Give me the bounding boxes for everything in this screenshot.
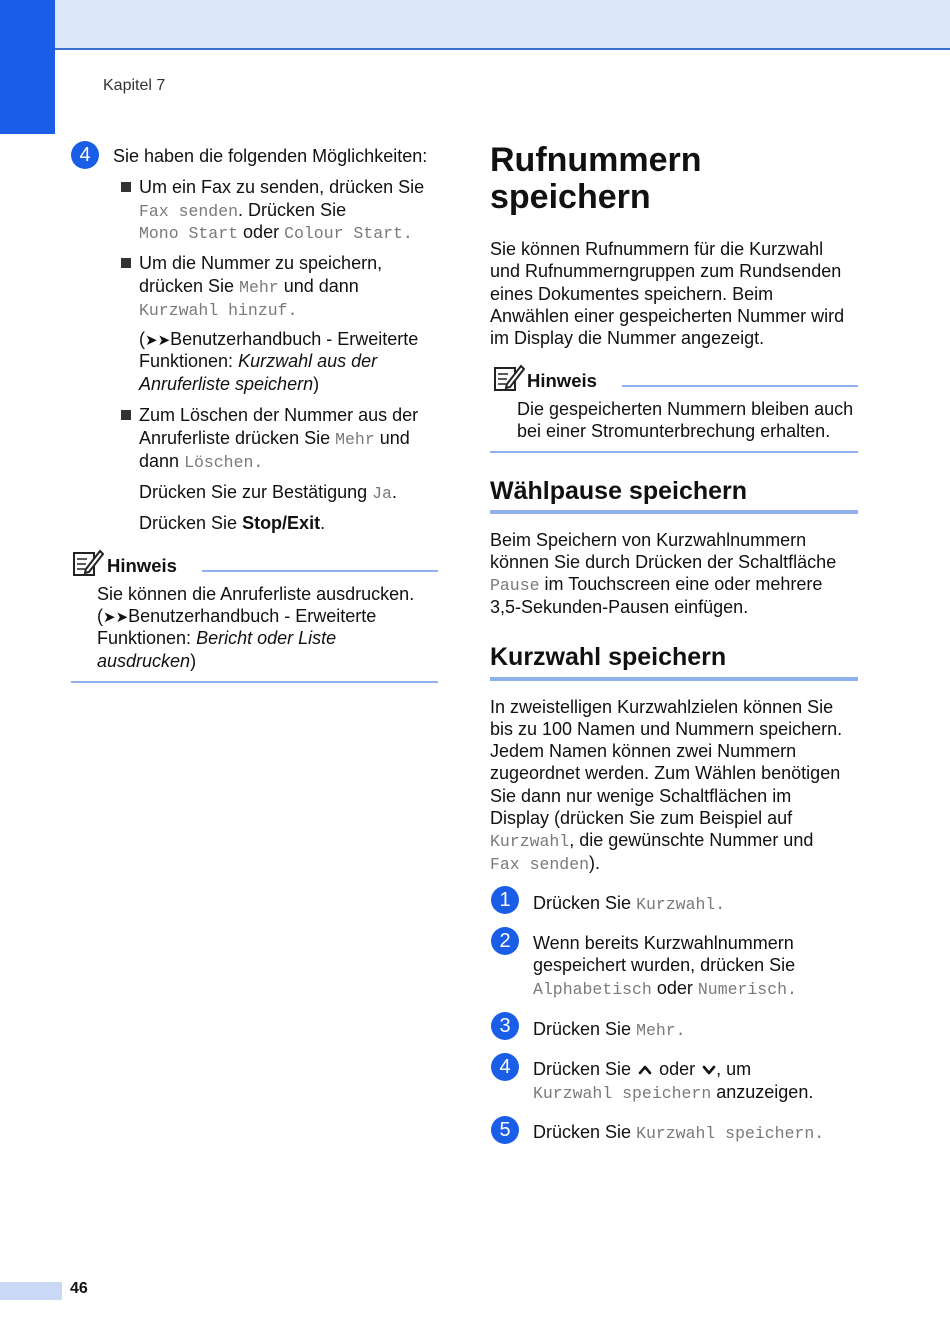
step-number-4: 4	[71, 141, 99, 169]
intro-line-5: im Display die Nummer angezeigt.	[490, 328, 765, 348]
page-title-line-1: Rufnummern	[490, 141, 702, 179]
step-number-5: 5	[491, 1116, 519, 1144]
note-title: Hinweis	[527, 370, 597, 391]
step-2-line-1: Wenn bereits Kurzwahlnummern	[533, 933, 794, 953]
double-arrow-icon: ➤➤	[103, 609, 129, 626]
page-title-line-2: speichern	[490, 178, 651, 216]
confirm-line: Drücken Sie zur Bestätigung Ja.	[139, 482, 397, 503]
note-line-2: (➤➤Benutzerhandbuch - Erweiterte	[97, 606, 377, 626]
page-number-tab	[0, 1282, 62, 1300]
up-arrow-icon	[638, 1064, 652, 1076]
reference-line-2: Funktionen: Kurzwahl aus der	[139, 351, 378, 371]
note-line-2: bei einer Stromunterbrechung erhalten.	[517, 421, 831, 441]
step-2-line-2: gespeichert wurden, drücken Sie	[533, 955, 796, 975]
section-heading-speed-dial: Kurzwahl speichern	[490, 643, 727, 671]
speed-line-5: Sie dann nur wenige Schaltflächen im	[490, 786, 792, 806]
double-arrow-icon: ➤➤	[145, 332, 171, 349]
note-bottom-rule	[71, 681, 438, 683]
pause-line-3: Pause im Touchscreen eine oder mehrere	[490, 574, 823, 595]
bullet-1-line-1: Um ein Fax zu senden, drücken Sie	[139, 177, 425, 197]
step-2-line-3: Alphabetisch oder Numerisch.	[533, 978, 797, 999]
section-rule	[490, 510, 858, 514]
bullet-icon	[121, 182, 131, 192]
down-arrow-icon	[702, 1064, 716, 1076]
speed-line-8: Fax senden).	[490, 853, 601, 874]
header-band	[0, 0, 950, 50]
step-number-1: 1	[491, 886, 519, 914]
bullet-3-line-3: dann Löschen.	[139, 451, 264, 472]
intro-line-2: und Rufnummerngruppen zum Rundsenden	[490, 261, 842, 281]
note-title-rule	[202, 570, 438, 572]
note-line-1: Die gespeicherten Nummern bleiben auch	[517, 399, 854, 419]
intro-line-1: Sie können Rufnummern für die Kurzwahl	[490, 239, 824, 259]
speed-line-2: bis zu 100 Namen und Nummern speichern.	[490, 719, 843, 739]
speed-line-1: In zweistelligen Kurzwahlzielen können Sie	[490, 697, 834, 717]
step-3-text: Drücken Sie Mehr.	[533, 1019, 686, 1040]
note-line-3: Funktionen: Bericht oder Liste	[97, 628, 337, 648]
bullet-2-line-1: Um die Nummer zu speichern,	[139, 253, 383, 273]
note-pencil-icon	[493, 362, 525, 392]
note-pencil-icon	[72, 547, 104, 577]
reference-line-1: (➤➤Benutzerhandbuch - Erweiterte	[139, 329, 419, 349]
bullet-2-line-2: drücken Sie Mehr und dann	[139, 276, 359, 297]
bullet-1-line-2: Fax senden. Drücken Sie	[139, 200, 347, 221]
bullet-1-line-3: Mono Start oder Colour Start.	[139, 222, 413, 243]
note-title-rule	[622, 385, 858, 387]
note-line-4: ausdrucken)	[97, 651, 197, 671]
note-title: Hinweis	[107, 555, 177, 576]
step-5-text: Drücken Sie Kurzwahl speichern.	[533, 1122, 825, 1143]
step-4-intro: Sie haben die folgenden Möglichkeiten:	[113, 146, 428, 166]
bullet-icon	[121, 410, 131, 420]
note-line-1: Sie können die Anruferliste ausdrucken.	[97, 584, 415, 604]
section-rule	[490, 677, 858, 681]
reference-line-3: Anruferliste speichern)	[139, 374, 320, 394]
bullet-3-line-1: Zum Löschen der Nummer aus der	[139, 405, 419, 425]
chapter-tab	[0, 0, 55, 134]
chapter-label: Kapitel 7	[103, 77, 166, 94]
speed-line-3: Jedem Namen können zwei Nummern	[490, 741, 797, 761]
pause-line-4: 3,5-Sekunden-Pausen einfügen.	[490, 597, 749, 617]
step-4-line-2: Kurzwahl speichern anzuzeigen.	[533, 1082, 814, 1103]
step-4-line-1: Drücken Sie oder , um	[533, 1059, 752, 1079]
step-number-3: 3	[491, 1012, 519, 1040]
step-number-2: 2	[491, 927, 519, 955]
bullet-2-line-3: Kurzwahl hinzuf.	[139, 301, 298, 320]
bullet-icon	[121, 258, 131, 268]
step-number-4: 4	[491, 1053, 519, 1081]
header-rule	[55, 48, 950, 50]
speed-line-7: Kurzwahl, die gewünschte Nummer und	[490, 830, 814, 851]
bullet-3-line-2: Anruferliste drücken Sie Mehr und	[139, 428, 410, 449]
pause-line-1: Beim Speichern von Kurzwahlnummern	[490, 530, 807, 550]
section-heading-pause: Wählpause speichern	[490, 477, 748, 505]
speed-line-6: Display (drücken Sie zum Beispiel auf	[490, 808, 793, 828]
step-1-text: Drücken Sie Kurzwahl.	[533, 893, 726, 914]
intro-line-3: eines Dokumentes speichern. Beim	[490, 284, 774, 304]
note-bottom-rule	[490, 451, 858, 453]
page-number: 46	[70, 1280, 88, 1297]
pause-line-2: können Sie durch Drücken der Schaltfläche	[490, 552, 837, 572]
speed-line-4: zugeordnet werden. Zum Wählen benötigen	[490, 763, 841, 783]
stop-line: Drücken Sie Stop/Exit.	[139, 513, 326, 533]
intro-line-4: Anwählen einer gespeicherten Nummer wird	[490, 306, 845, 326]
